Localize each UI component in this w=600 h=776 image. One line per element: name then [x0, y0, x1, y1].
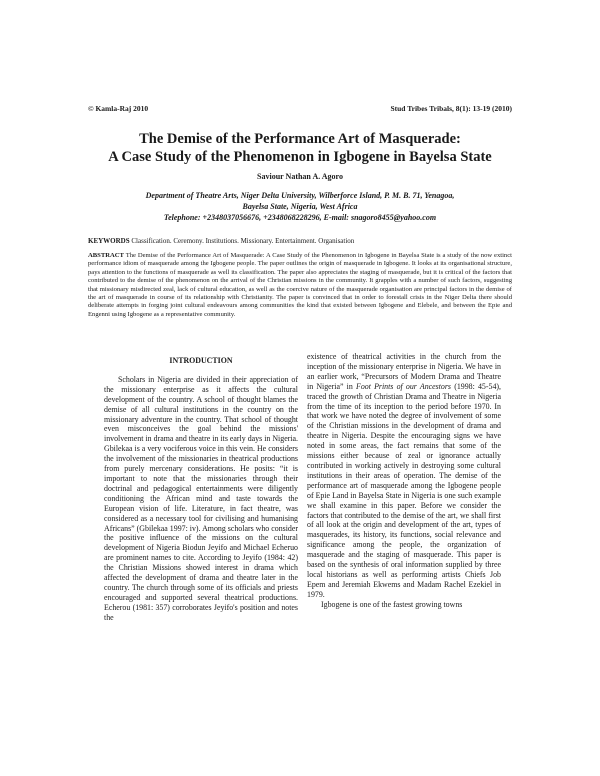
keywords: [88, 237, 512, 245]
keywords-text: Classification. Ceremony. Institutions. Missionary. Entertainment. Organisation: [129, 237, 355, 245]
affiliation-contact: Telephone: +2348037056676, +2348068228296, E-mail: snagoro8455@yahoo.com: [163, 213, 437, 222]
cited-work-title: Foot Prints of our Ancestors: [356, 381, 452, 391]
affiliation-line-2: Bayelsa State, Nigeria, West Africa: [242, 202, 358, 211]
keywords-label: KEYWORDS: [88, 237, 130, 245]
intro-paragraph: Scholars in Nigeria are divided in their appreciation of the missionary enterprise as it affects the cultural development of the country. A school of thought blames the demise of all cultural institutions in the country on the missionary adventure in the country. That school of thought even misconceives the goal behind the missions' involvement in drama and theatre in its early days in Nigeria. Gbilekaa is a very vociferous voice in this vein. He considers the involvement of the missionaries in theatrical productions from purely mercenary considerations. He posits: “it is important to note that the missionaries through their doctrinal and pedagogical entertainments were diligently conditioning the African mind and taste towards the European vision of life. Literature, in fact theatre, was considered as a necessary tool for civilising and humanising Africans” (Gbilekaa 1997: iv). Among scholars who consider the positive influence of the missions on the cultural development of Nigeria Biodun Jeyifo and Michael Echeruo are prominent names to cite. According to Jeyifo (1984: 42) the Christian Missions showed interest in drama which affected the development of drama and theatre later in the country. The church through some of its officials and priests encouraged and supported several theatrical productions. Echerou (1981: 357) corroborates Jeyifo's position and notes the: [104, 374, 298, 622]
abstract-label: ABSTRACT: [88, 252, 124, 259]
affiliation-line-1: Department of Theatre Arts, Niger Delta University, Wilberforce Island, P. M. B. 71, Yenagoa,: [145, 191, 455, 200]
copyright-notice: © Kamla-Raj 2010: [88, 104, 149, 113]
journal-citation: Stud Tribes Tribals, 8(1): 13-19 (2010): [390, 104, 512, 113]
abstract: [88, 252, 512, 319]
body-paragraph-continued: existence of theatrical activities in the church from the inception of the missionary enterprise in Nigeria. We have in an earlier work, “Precursors of Modern Drama and Theatre in Nigeria” in Foot Prints of our Ancestors (1998: 45-54), traced the growth of Christian Drama and Theatre in Nigeria from the time of its inception to the period before 1970. In that work we have noted the degree of involvement of some of the Christian missions in the development of drama and theatre in Nigeria. Despite the encouraging signs we have noted in some areas, the fact remains that some of the missions either because of zeal or ignorance actually contributed in working actively in destroying some cultural institutions in their areas of operation. The demise of the performance art of masquerade among the Igbogene people of Epie Land in Bayelsa State in Nigeria is one such example we shall examine in this paper. Before we consider the factors that contributed to the demise of the art, we shall first of all look at the origin and development of the art, types of masquerades, its history, its functions, social relevance and significance among the people, the organization of masquerade and the staging of masquerade. This paper is based on the synthesis of oral information supplied by three local historians as well as performing artists Chiefs Job Epem and Jeremiah Ekwems and Madam Rachel Ezekiel in 1979.: [307, 352, 501, 599]
author-name: Saviour Nathan A. Agoro: [257, 172, 343, 181]
body-column-left: [104, 352, 298, 623]
title-line-1: The Demise of the Performance Art of Masquerade:: [139, 131, 461, 147]
introduction-heading: INTRODUCTION: [169, 356, 233, 365]
body-column-right: [307, 352, 501, 610]
body-paragraph-next: Igbogene is one of the fastest growing towns: [321, 599, 463, 609]
author-affiliation: [60, 190, 540, 223]
paper-title: [60, 130, 540, 166]
title-line-2: A Case Study of the Phenomenon in Igbogene in Bayelsa State: [108, 149, 492, 165]
abstract-text: The Demise of the Performance Art of Masquerade: A Case Study of the Phenomenon in Igbogene in Bayelsa State is a study of the now extinct performance idiom of masquerade among the Igbogene people. The paper outlines the origin of masquerade in Igbogene. It looks at its organisational structure, pays attention to the functions of masquerade as well its classification. The paper also appreciates the staging of masquerade, but it is critical of the factors that contributed to the demise of the phenomenon on the arrival of the Christian missions in the community. It grapples with a number of such factors, suggesting that missionary misdirected zeal, lack of cultural education, as well as the coercive nature of the masquerade organisation are principal factors in the demise of the art of masquerade in course of its relationship with Christianity. The paper is convinced that in order to forestall crisis in the Niger Delta there should deliberate attempts in forging joint cultural endeavours among communities the kind that existed between Igbogene and Elebele, and between the Epie and Engenni using Igbogene as a representative community.: [88, 252, 512, 318]
